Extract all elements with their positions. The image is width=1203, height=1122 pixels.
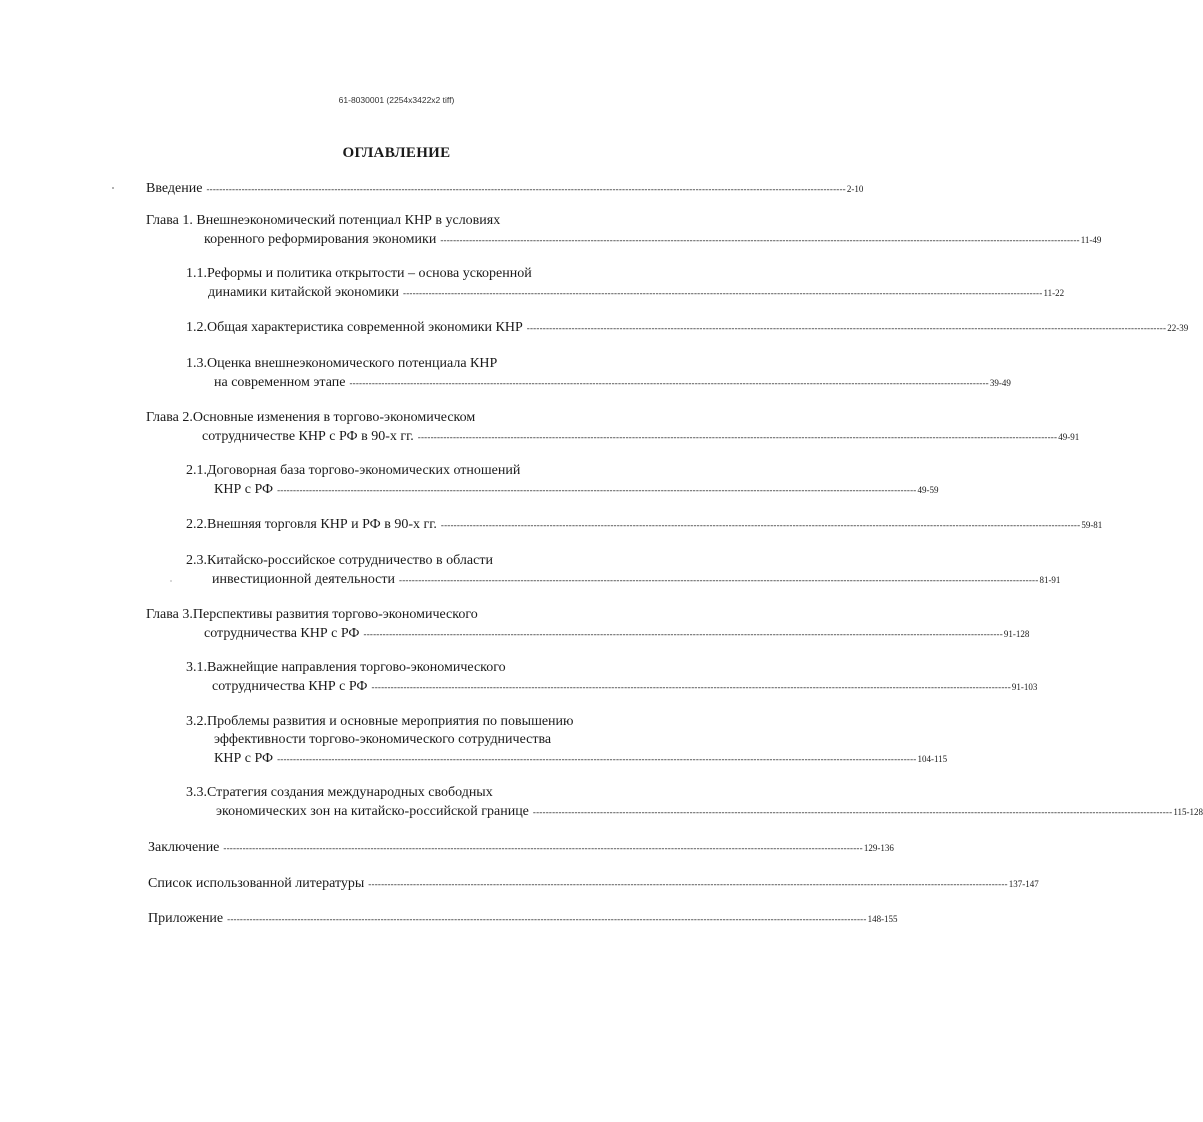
toc-entry-pages: 59-81 [1081,520,1103,530]
dot-leader: -------------------------------------------------------------------------------------------------------------------------------------------------------------------------------------------------------- [368,879,1008,889]
toc-entry-text: 1.2.Общая характеристика современной экономики КНР [186,320,523,335]
toc-entry-pages: 39-49 [989,378,1011,388]
toc-entry [214,375,1011,391]
toc-entry [202,429,1080,445]
toc-entry-pages: 2-10 [846,184,864,194]
scan-id: 61-8030001 (2254x3422x2 tiff) [338,95,455,105]
dot-leader: -------------------------------------------------------------------------------------------------------------------------------------------------------------------------------------------------------- [363,629,1003,639]
toc-entry-pages: 148-155 [867,914,898,924]
toc-entry-text: коренного реформирования экономики [204,232,437,247]
toc-entry-pages: 91-103 [1011,682,1038,692]
toc-entry-text: сотрудничества КНР с РФ [212,679,368,694]
toc-entry-text: 1.3.Оценка внешнеэкономического потенциала КНР [186,356,498,371]
toc-entry-pages: 129-136 [863,843,894,853]
toc-entry-pages: 22-39 [1167,323,1189,333]
toc-entry [186,463,520,479]
toc-entry-pages: 11-22 [1043,288,1065,298]
dot-leader: -------------------------------------------------------------------------------------------------------------------------------------------------------------------------------------------------------- [206,184,846,194]
toc-entry-text: эффективности торгово-экономического сотрудничества [214,732,552,747]
toc-entry-text: Глава 3.Перспективы развития торгово-экономического [146,607,478,622]
toc-entry [186,785,493,801]
toc-entry [186,320,1189,336]
toc-entry [208,285,1065,301]
toc-entry-pages: 104-115 [917,754,948,764]
toc-entry-text: 2.1.Договорная база торгово-экономических отношений [186,463,521,478]
toc-entry-pages: 115-128 [1173,807,1203,817]
scan-speck [112,187,114,189]
dot-leader: -------------------------------------------------------------------------------------------------------------------------------------------------------------------------------------------------------- [417,432,1058,442]
toc-entry-text: динамики китайской экономики [208,285,400,300]
toc-entry-text: Введение [146,181,203,196]
dot-leader: -------------------------------------------------------------------------------------------------------------------------------------------------------------------------------------------------------- [371,682,1011,692]
toc-entry-text: 2.2.Внешняя торговля КНР и РФ в 90-х гг. [186,517,437,532]
toc-entry-text: КНР с РФ [214,751,274,766]
toc-entry [186,356,497,372]
dot-leader: -------------------------------------------------------------------------------------------------------------------------------------------------------------------------------------------------------- [440,520,1081,530]
toc-entry-text: на современном этапе [214,375,346,390]
toc-entry-text: экономических зон на китайско-российской границе [216,804,529,819]
dot-leader: -------------------------------------------------------------------------------------------------------------------------------------------------------------------------------------------------------- [227,914,867,924]
toc-entry-text: Глава 1. Внешнеэкономический потенциал КНР в условиях [146,213,501,228]
dot-leader: -------------------------------------------------------------------------------------------------------------------------------------------------------------------------------------------------------- [277,485,917,495]
toc-entry-text: Глава 2.Основные изменения в торгово-экономическом [146,410,476,425]
dot-leader: -------------------------------------------------------------------------------------------------------------------------------------------------------------------------------------------------------- [526,323,1167,333]
dot-leader: -------------------------------------------------------------------------------------------------------------------------------------------------------------------------------------------------------- [403,288,1043,298]
toc-entry-text: 3.3.Стратегия создания международных свободных [186,785,493,800]
dot-leader: -------------------------------------------------------------------------------------------------------------------------------------------------------------------------------------------------------- [532,807,1173,817]
toc-entry-text: Приложение [148,911,224,926]
toc-entry-text: сотрудничестве КНР с РФ в 90-х гг. [202,429,414,444]
toc-entry [216,804,1203,820]
toc-entry [186,714,574,730]
dot-leader: -------------------------------------------------------------------------------------------------------------------------------------------------------------------------------------------------------- [440,235,1080,245]
toc-entry [204,626,1030,642]
toc-entry [148,876,1039,892]
toc-entry [146,213,500,229]
toc-entry-text: 3.2.Проблемы развития и основные мероприятия по повышению [186,714,574,729]
dot-leader: -------------------------------------------------------------------------------------------------------------------------------------------------------------------------------------------------------- [399,575,1039,585]
toc-entry-pages: 91-128 [1003,629,1030,639]
toc-entry-text: 2.3.Китайско-российское сотрудничество в области [186,553,493,568]
toc-entry-text: сотрудничества КНР с РФ [204,626,360,641]
dot-leader: -------------------------------------------------------------------------------------------------------------------------------------------------------------------------------------------------------- [349,378,989,388]
toc-entry-text: 3.1.Важнейщие направления торгово-экономического [186,660,506,675]
toc-entry [212,572,1061,588]
scan-speck [170,580,172,582]
toc-entry-pages: 49-91 [1058,432,1080,442]
toc-entry-text: КНР с РФ [214,482,274,497]
toc-entry-pages: 49-59 [917,485,939,495]
toc-entry-pages: 81-91 [1039,575,1061,585]
toc-entry-text: 1.1.Реформы и политика открытости – основа ускоренной [186,266,532,281]
dot-leader: -------------------------------------------------------------------------------------------------------------------------------------------------------------------------------------------------------- [223,843,863,853]
toc-entry [148,911,898,927]
toc-entry [186,266,532,282]
toc-entry [146,607,478,623]
toc-entry-text: Заключение [148,840,220,855]
toc-entry-pages: 11-49 [1080,235,1102,245]
toc-entry [214,482,939,498]
toc-entry [146,181,864,197]
toc-entry [214,732,551,748]
toc-entry [212,679,1038,695]
toc-entry [214,751,948,767]
page-title: ОГЛАВЛЕНИЕ [342,145,451,161]
toc-entry [146,410,475,426]
toc-entry [186,553,493,569]
toc-entry [186,517,1103,533]
toc-entry-text: инвестиционной деятельности [212,572,396,587]
toc-entry-text: Список использованной литературы [148,876,365,891]
dot-leader: -------------------------------------------------------------------------------------------------------------------------------------------------------------------------------------------------------- [277,754,917,764]
toc-entry-pages: 137-147 [1008,879,1039,889]
toc-entry [186,660,506,676]
toc-entry [148,840,894,856]
toc-entry [204,232,1102,248]
